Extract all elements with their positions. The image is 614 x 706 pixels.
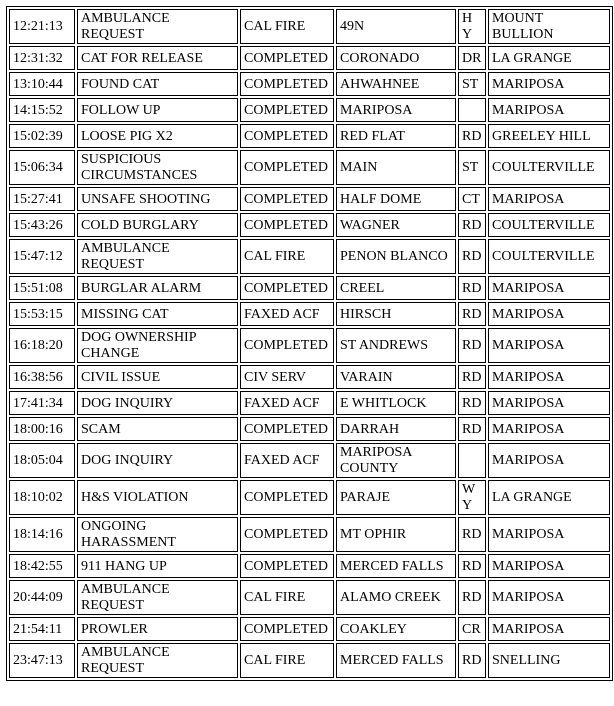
street-suffix-cell: HY	[458, 9, 486, 44]
city-cell: MARIPOSA	[488, 443, 610, 478]
street-cell: MERCED FALLS	[336, 643, 456, 678]
call-type-cell: CAT FOR RELEASE	[77, 46, 238, 70]
call-type-cell: ONGOING HARASSMENT	[77, 517, 238, 552]
call-log-body	[9, 9, 610, 678]
street-cell: ALAMO CREEK	[336, 580, 456, 615]
call-type-cell: FOUND CAT	[77, 72, 238, 96]
disposition-cell: COMPLETED	[240, 98, 334, 122]
table-row	[9, 443, 610, 478]
disposition-cell: COMPLETED	[240, 72, 334, 96]
time-cell: 15:43:26	[9, 213, 75, 237]
street-suffix-cell: ST	[458, 72, 486, 96]
time-cell: 18:14:16	[9, 517, 75, 552]
call-type-cell: AMBULANCE REQUEST	[77, 239, 238, 274]
table-row	[9, 517, 610, 552]
call-log-table	[6, 6, 613, 681]
table-row	[9, 213, 610, 237]
time-cell: 16:18:20	[9, 328, 75, 363]
disposition-cell: COMPLETED	[240, 617, 334, 641]
table-row	[9, 617, 610, 641]
street-cell: MT OPHIR	[336, 517, 456, 552]
call-type-cell: COLD BURGLARY	[77, 213, 238, 237]
street-cell: MAIN	[336, 150, 456, 185]
call-type-cell: DOG INQUIRY	[77, 391, 238, 415]
disposition-cell: COMPLETED	[240, 276, 334, 300]
time-cell: 15:06:34	[9, 150, 75, 185]
time-cell: 12:21:13	[9, 9, 75, 44]
call-type-cell: SUSPICIOUS CIRCUMSTANCES	[77, 150, 238, 185]
time-cell: 18:00:16	[9, 417, 75, 441]
street-cell: PARAJE	[336, 480, 456, 515]
call-type-cell: CIVIL ISSUE	[77, 365, 238, 389]
call-type-cell: AMBULANCE REQUEST	[77, 643, 238, 678]
street-cell: RED FLAT	[336, 124, 456, 148]
city-cell: MARIPOSA	[488, 554, 610, 578]
city-cell: MARIPOSA	[488, 580, 610, 615]
table-row	[9, 9, 610, 44]
disposition-cell: COMPLETED	[240, 417, 334, 441]
street-cell: PENON BLANCO	[336, 239, 456, 274]
time-cell: 15:53:15	[9, 302, 75, 326]
street-cell: CORONADO	[336, 46, 456, 70]
city-cell: LA GRANGE	[488, 480, 610, 515]
city-cell: MARIPOSA	[488, 72, 610, 96]
city-cell: SNELLING	[488, 643, 610, 678]
table-row	[9, 328, 610, 363]
city-cell: MARIPOSA	[488, 617, 610, 641]
table-row	[9, 480, 610, 515]
city-cell: MARIPOSA	[488, 302, 610, 326]
street-suffix-cell: RD	[458, 328, 486, 363]
disposition-cell: COMPLETED	[240, 554, 334, 578]
call-type-cell: DOG OWNERSHIP CHANGE	[77, 328, 238, 363]
disposition-cell: COMPLETED	[240, 150, 334, 185]
street-suffix-cell: RD	[458, 554, 486, 578]
street-suffix-cell	[458, 443, 486, 478]
call-type-cell: FOLLOW UP	[77, 98, 238, 122]
city-cell: MARIPOSA	[488, 98, 610, 122]
street-suffix-cell: RD	[458, 239, 486, 274]
time-cell: 15:47:12	[9, 239, 75, 274]
call-type-cell: BURGLAR ALARM	[77, 276, 238, 300]
disposition-cell: COMPLETED	[240, 517, 334, 552]
time-cell: 18:05:04	[9, 443, 75, 478]
call-type-cell: SCAM	[77, 417, 238, 441]
city-cell: COULTERVILLE	[488, 239, 610, 274]
table-row	[9, 391, 610, 415]
disposition-cell: COMPLETED	[240, 124, 334, 148]
city-cell: COULTERVILLE	[488, 150, 610, 185]
time-cell: 16:38:56	[9, 365, 75, 389]
disposition-cell: CAL FIRE	[240, 9, 334, 44]
street-suffix-cell: RD	[458, 365, 486, 389]
street-cell: WAGNER	[336, 213, 456, 237]
street-suffix-cell: RD	[458, 302, 486, 326]
city-cell: MARIPOSA	[488, 391, 610, 415]
table-row	[9, 580, 610, 615]
time-cell: 15:02:39	[9, 124, 75, 148]
city-cell: COULTERVILLE	[488, 213, 610, 237]
city-cell: MARIPOSA	[488, 517, 610, 552]
disposition-cell: CAL FIRE	[240, 580, 334, 615]
street-suffix-cell: RD	[458, 391, 486, 415]
table-row	[9, 72, 610, 96]
table-row	[9, 554, 610, 578]
street-suffix-cell: WY	[458, 480, 486, 515]
city-cell: MARIPOSA	[488, 328, 610, 363]
street-cell: 49N	[336, 9, 456, 44]
call-type-cell: MISSING CAT	[77, 302, 238, 326]
street-cell: MERCED FALLS	[336, 554, 456, 578]
disposition-cell: COMPLETED	[240, 480, 334, 515]
street-suffix-cell: ST	[458, 150, 486, 185]
disposition-cell: COMPLETED	[240, 328, 334, 363]
city-cell: MARIPOSA	[488, 365, 610, 389]
disposition-cell: COMPLETED	[240, 46, 334, 70]
time-cell: 12:31:32	[9, 46, 75, 70]
city-cell: GREELEY HILL	[488, 124, 610, 148]
table-row	[9, 187, 610, 211]
call-type-cell: AMBULANCE REQUEST	[77, 580, 238, 615]
table-row	[9, 365, 610, 389]
street-cell: ST ANDREWS	[336, 328, 456, 363]
disposition-cell: FAXED ACF	[240, 302, 334, 326]
street-suffix-cell: RD	[458, 124, 486, 148]
time-cell: 14:15:52	[9, 98, 75, 122]
table-row	[9, 98, 610, 122]
call-type-cell: UNSAFE SHOOTING	[77, 187, 238, 211]
city-cell: MARIPOSA	[488, 187, 610, 211]
disposition-cell: CIV SERV	[240, 365, 334, 389]
time-cell: 21:54:11	[9, 617, 75, 641]
call-type-cell: DOG INQUIRY	[77, 443, 238, 478]
street-suffix-cell: RD	[458, 276, 486, 300]
time-cell: 18:42:55	[9, 554, 75, 578]
street-suffix-cell: DR	[458, 46, 486, 70]
city-cell: LA GRANGE	[488, 46, 610, 70]
table-row	[9, 643, 610, 678]
table-row	[9, 302, 610, 326]
street-suffix-cell	[458, 98, 486, 122]
city-cell: MOUNT BULLION	[488, 9, 610, 44]
time-cell: 23:47:13	[9, 643, 75, 678]
time-cell: 20:44:09	[9, 580, 75, 615]
call-type-cell: H&S VIOLATION	[77, 480, 238, 515]
street-suffix-cell: RD	[458, 517, 486, 552]
city-cell: MARIPOSA	[488, 417, 610, 441]
table-row	[9, 124, 610, 148]
disposition-cell: COMPLETED	[240, 187, 334, 211]
table-row	[9, 239, 610, 274]
time-cell: 15:51:08	[9, 276, 75, 300]
street-suffix-cell: RD	[458, 417, 486, 441]
street-cell: AHWAHNEE	[336, 72, 456, 96]
street-suffix-cell: RD	[458, 580, 486, 615]
call-type-cell: PROWLER	[77, 617, 238, 641]
call-type-cell: LOOSE PIG X2	[77, 124, 238, 148]
street-cell: DARRAH	[336, 417, 456, 441]
table-row	[9, 150, 610, 185]
street-suffix-cell: RD	[458, 643, 486, 678]
street-cell: HALF DOME	[336, 187, 456, 211]
disposition-cell: COMPLETED	[240, 213, 334, 237]
street-cell: MARIPOSA COUNTY	[336, 443, 456, 478]
street-suffix-cell: RD	[458, 213, 486, 237]
disposition-cell: FAXED ACF	[240, 391, 334, 415]
time-cell: 17:41:34	[9, 391, 75, 415]
time-cell: 18:10:02	[9, 480, 75, 515]
disposition-cell: CAL FIRE	[240, 643, 334, 678]
call-type-cell: AMBULANCE REQUEST	[77, 9, 238, 44]
street-cell: MARIPOSA	[336, 98, 456, 122]
street-cell: VARAIN	[336, 365, 456, 389]
street-cell: CREEL	[336, 276, 456, 300]
time-cell: 13:10:44	[9, 72, 75, 96]
street-cell: E WHITLOCK	[336, 391, 456, 415]
table-row	[9, 46, 610, 70]
table-row	[9, 276, 610, 300]
call-type-cell: 911 HANG UP	[77, 554, 238, 578]
street-cell: COAKLEY	[336, 617, 456, 641]
street-cell: HIRSCH	[336, 302, 456, 326]
time-cell: 15:27:41	[9, 187, 75, 211]
street-suffix-cell: CT	[458, 187, 486, 211]
table-row	[9, 417, 610, 441]
city-cell: MARIPOSA	[488, 276, 610, 300]
disposition-cell: FAXED ACF	[240, 443, 334, 478]
disposition-cell: CAL FIRE	[240, 239, 334, 274]
street-suffix-cell: CR	[458, 617, 486, 641]
